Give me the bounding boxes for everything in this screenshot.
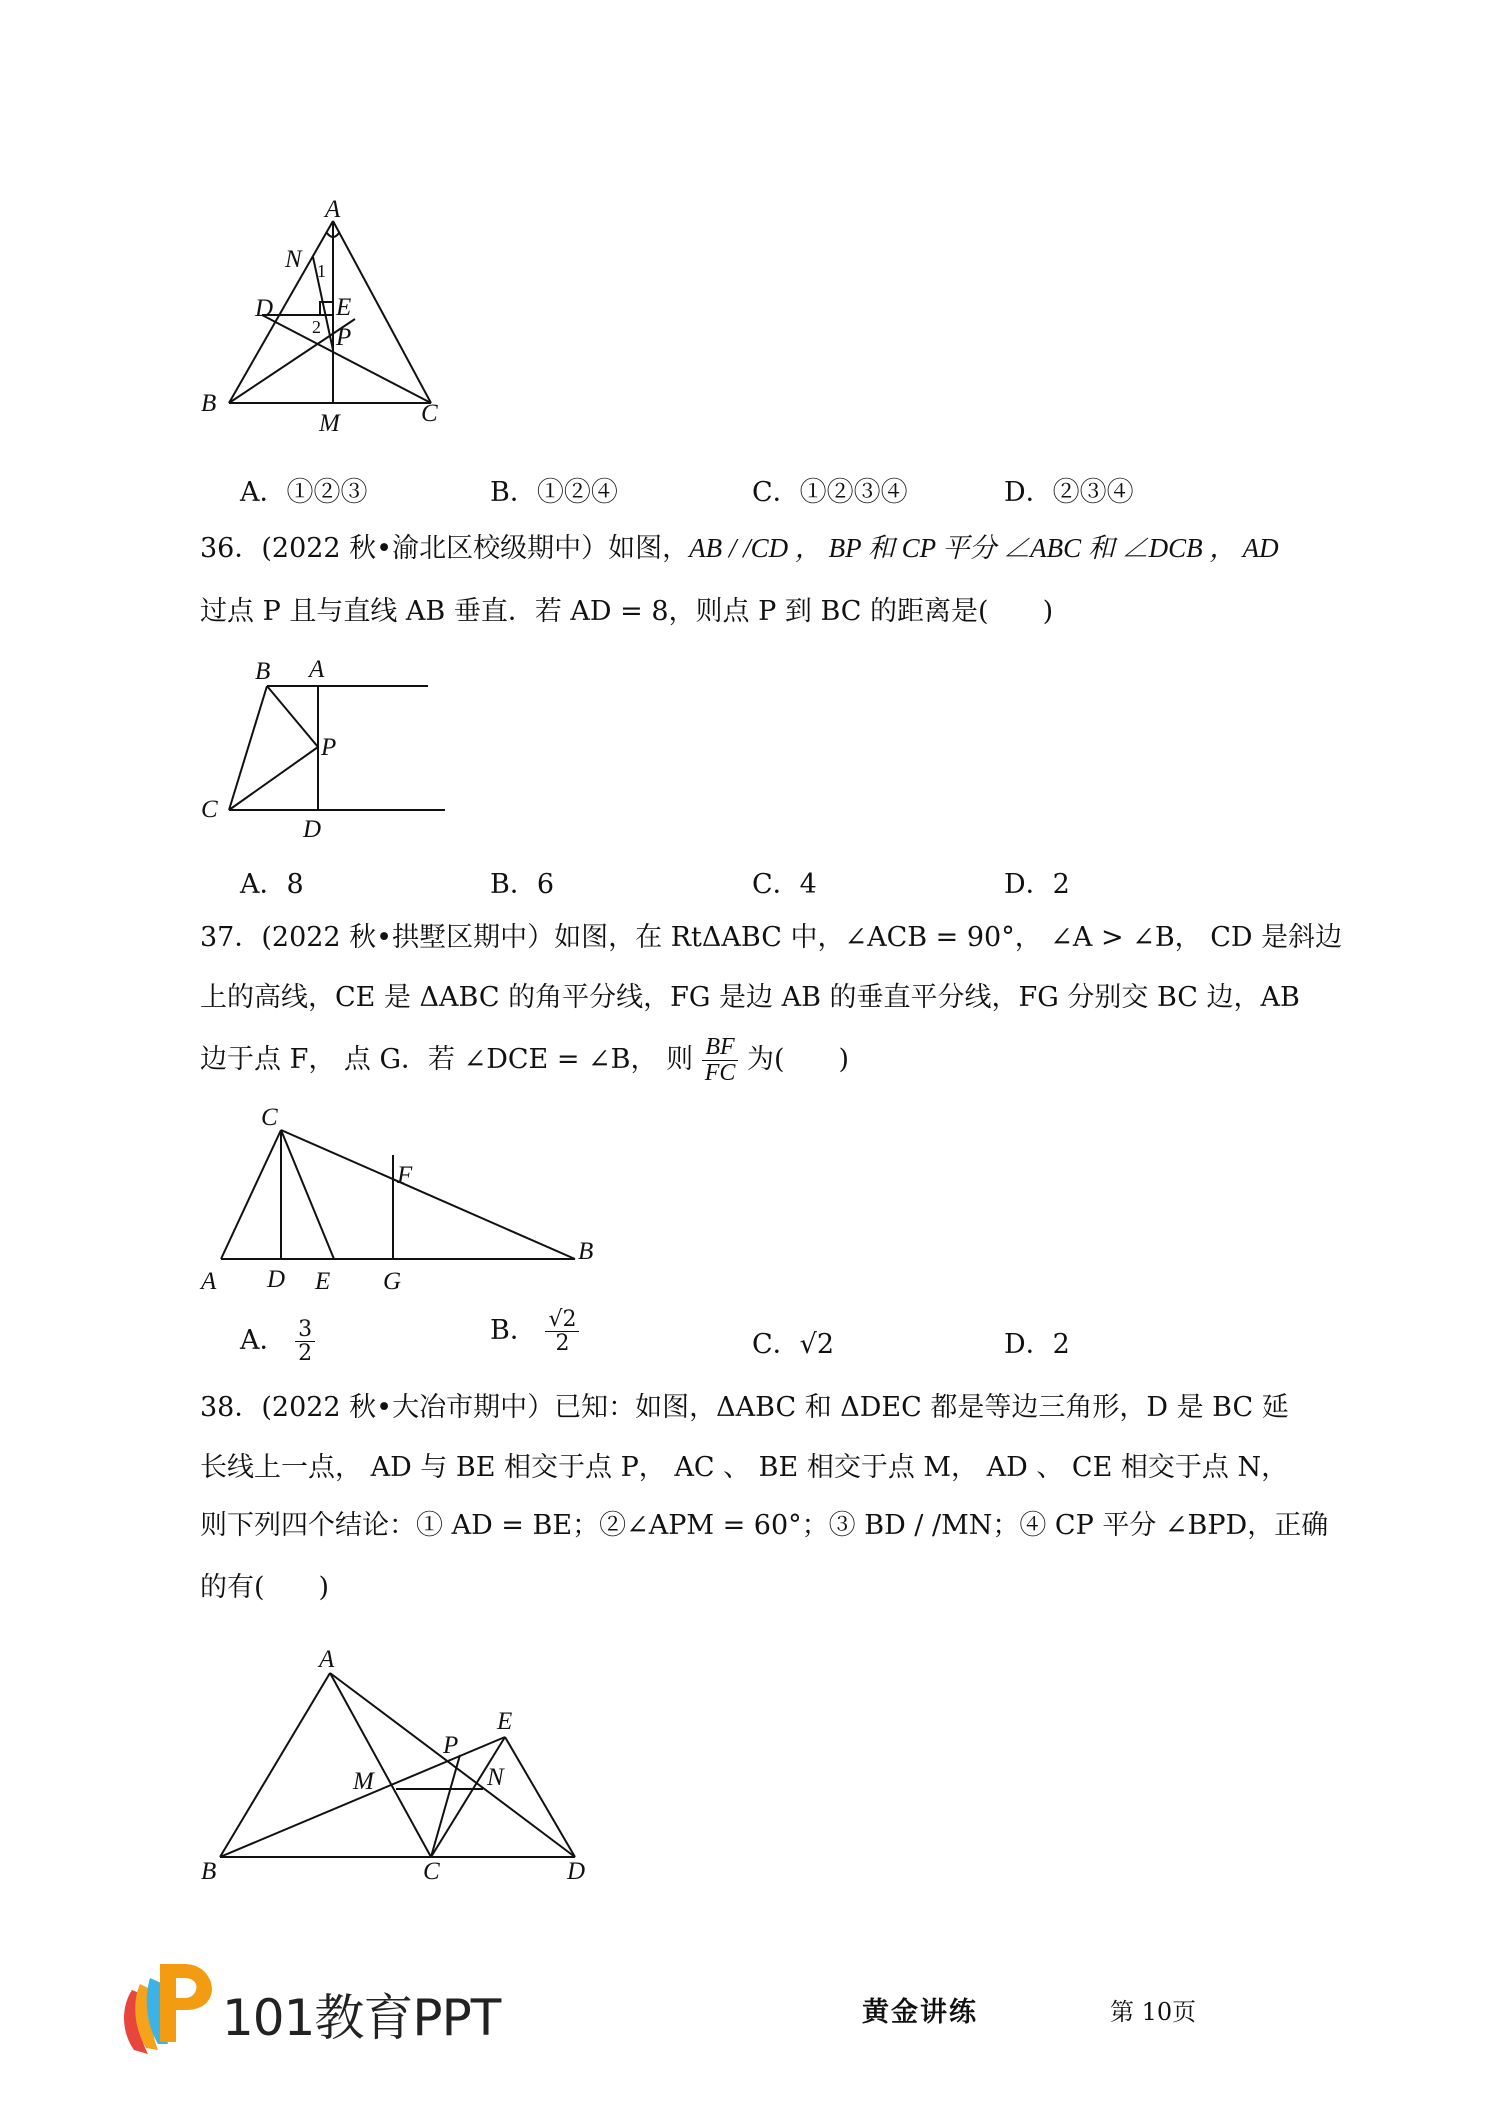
label-A: A xyxy=(325,196,341,223)
label-M: M xyxy=(319,410,340,437)
q38-stem-line2: 长线上一点， AD 与 BE 相交于点 P， AC 、 BE 相交于点 M， AD 、 CE 相交于点 N， xyxy=(200,1452,1289,1483)
footer-title: 黄金讲练 xyxy=(862,1997,978,2028)
q37-option-b xyxy=(490,1308,579,1355)
q37-stem-line1: 37．(2022 秋•拱墅区期中）如图，在 RtΔABC 中，∠ACB = 90°， ∠A > ∠B， CD 是斜边 xyxy=(200,922,1343,953)
q37-option-a-den: 2 xyxy=(298,1341,313,1367)
label-P: P xyxy=(443,1732,459,1759)
figure-q36 xyxy=(195,655,455,845)
q37-option-a-letter: A． xyxy=(240,1325,287,1357)
label-B: B xyxy=(578,1238,594,1265)
figure-q35 xyxy=(195,195,455,445)
q37-option-c-value: √2 xyxy=(799,1329,835,1360)
q37-option-d-letter: D． xyxy=(1004,1329,1053,1360)
q35-option-d: D．②③④ xyxy=(1004,477,1134,508)
q37-fraction-den: FC xyxy=(704,1060,736,1086)
label-D: D xyxy=(255,295,274,322)
label-1: 1 xyxy=(317,261,326,281)
q36-option-d: D．2 xyxy=(1004,869,1070,900)
label-E: E xyxy=(497,1708,513,1735)
label-M: M xyxy=(353,1768,374,1795)
q36-stem-line1 xyxy=(200,528,1279,569)
q37-fraction-num: BF xyxy=(702,1035,739,1061)
q37-option-d xyxy=(1004,1322,1070,1361)
q36-option-c: C．4 xyxy=(752,869,817,900)
label-B: B xyxy=(201,390,217,417)
figure-q38 xyxy=(195,1645,615,1895)
q36-stem-math: AB / /CD ， BP 和 CP 平分 ∠ABC 和 ∠DCB ， AD xyxy=(689,533,1279,563)
q37-option-d-value: 2 xyxy=(1052,1329,1070,1360)
label-A: A xyxy=(309,656,325,683)
label-B: B xyxy=(201,1858,217,1885)
figure-q37 xyxy=(195,1105,615,1305)
label-F: F xyxy=(397,1162,413,1189)
q37-option-a xyxy=(240,1318,315,1365)
q37-stem-suffix: 为( ) xyxy=(746,1044,850,1075)
q37-fraction xyxy=(702,1035,739,1086)
q37-stem-line3 xyxy=(200,1030,849,1090)
q35-option-b: B．①②④ xyxy=(490,477,618,508)
q37-option-a-fraction xyxy=(295,1318,315,1365)
label-C: C xyxy=(261,1105,278,1131)
q38-stem-line1: 38．(2022 秋•大冶市期中）已知：如图，ΔABC 和 ΔDEC 都是等边三角形，D 是 BC 延 xyxy=(200,1392,1289,1423)
brand-logo-icon xyxy=(112,1950,212,2060)
q35-option-a: A．①②③ xyxy=(240,477,368,508)
page-number: 第 10页 xyxy=(1110,1998,1197,2026)
label-C: C xyxy=(421,400,438,427)
label-E: E xyxy=(336,294,352,321)
q37-option-c xyxy=(752,1322,834,1361)
q38-stem-line3: 则下列四个结论：① AD = BE；②∠APM = 60°；③ BD / /MN；④ CP 平分 ∠BPD，正确 xyxy=(200,1510,1329,1541)
label-C: C xyxy=(423,1858,440,1885)
q37-option-b-num: √2 xyxy=(545,1308,579,1332)
label-P: P xyxy=(321,734,337,761)
label-N: N xyxy=(487,1764,504,1791)
q37-stem-prefix: 边于点 F， 点 G．若 ∠DCE = ∠B， 则 xyxy=(200,1044,694,1075)
q37-option-b-letter: B． xyxy=(490,1315,537,1347)
label-B: B xyxy=(255,658,271,685)
label-P: P xyxy=(336,324,352,351)
q37-stem-line2: 上的高线，CE 是 ΔABC 的角平分线，FG 是边 AB 的垂直平分线，FG 分别交 BC 边，AB xyxy=(200,982,1300,1013)
label-G: G xyxy=(383,1268,402,1295)
brand-logo-text: 101教育PPT xyxy=(222,1989,501,2047)
q36-stem-prefix: 36．(2022 秋•渝北区校级期中）如图， xyxy=(200,533,690,564)
label-A: A xyxy=(319,1646,335,1673)
q36-option-a: A．8 xyxy=(240,869,304,900)
q37-option-b-den: 2 xyxy=(555,1331,570,1357)
label-C: C xyxy=(201,796,218,823)
q37-option-c-letter: C． xyxy=(752,1329,800,1360)
label-D: D xyxy=(303,816,322,843)
q35-option-c: C．①②③④ xyxy=(752,477,908,508)
q38-stem-line4: 的有( ) xyxy=(200,1572,330,1603)
label-2: 2 xyxy=(312,317,321,337)
label-E: E xyxy=(315,1268,331,1295)
q36-stem-line2: 过点 P 且与直线 AB 垂直．若 AD = 8，则点 P 到 BC 的距离是( ) xyxy=(200,596,1054,627)
label-D: D xyxy=(567,1858,586,1885)
q37-option-a-num: 3 xyxy=(295,1318,315,1342)
label-D: D xyxy=(267,1266,286,1293)
q36-option-b: B．6 xyxy=(490,869,555,900)
label-A: A xyxy=(201,1268,217,1295)
q37-option-b-fraction xyxy=(545,1308,579,1355)
label-N: N xyxy=(285,246,302,273)
